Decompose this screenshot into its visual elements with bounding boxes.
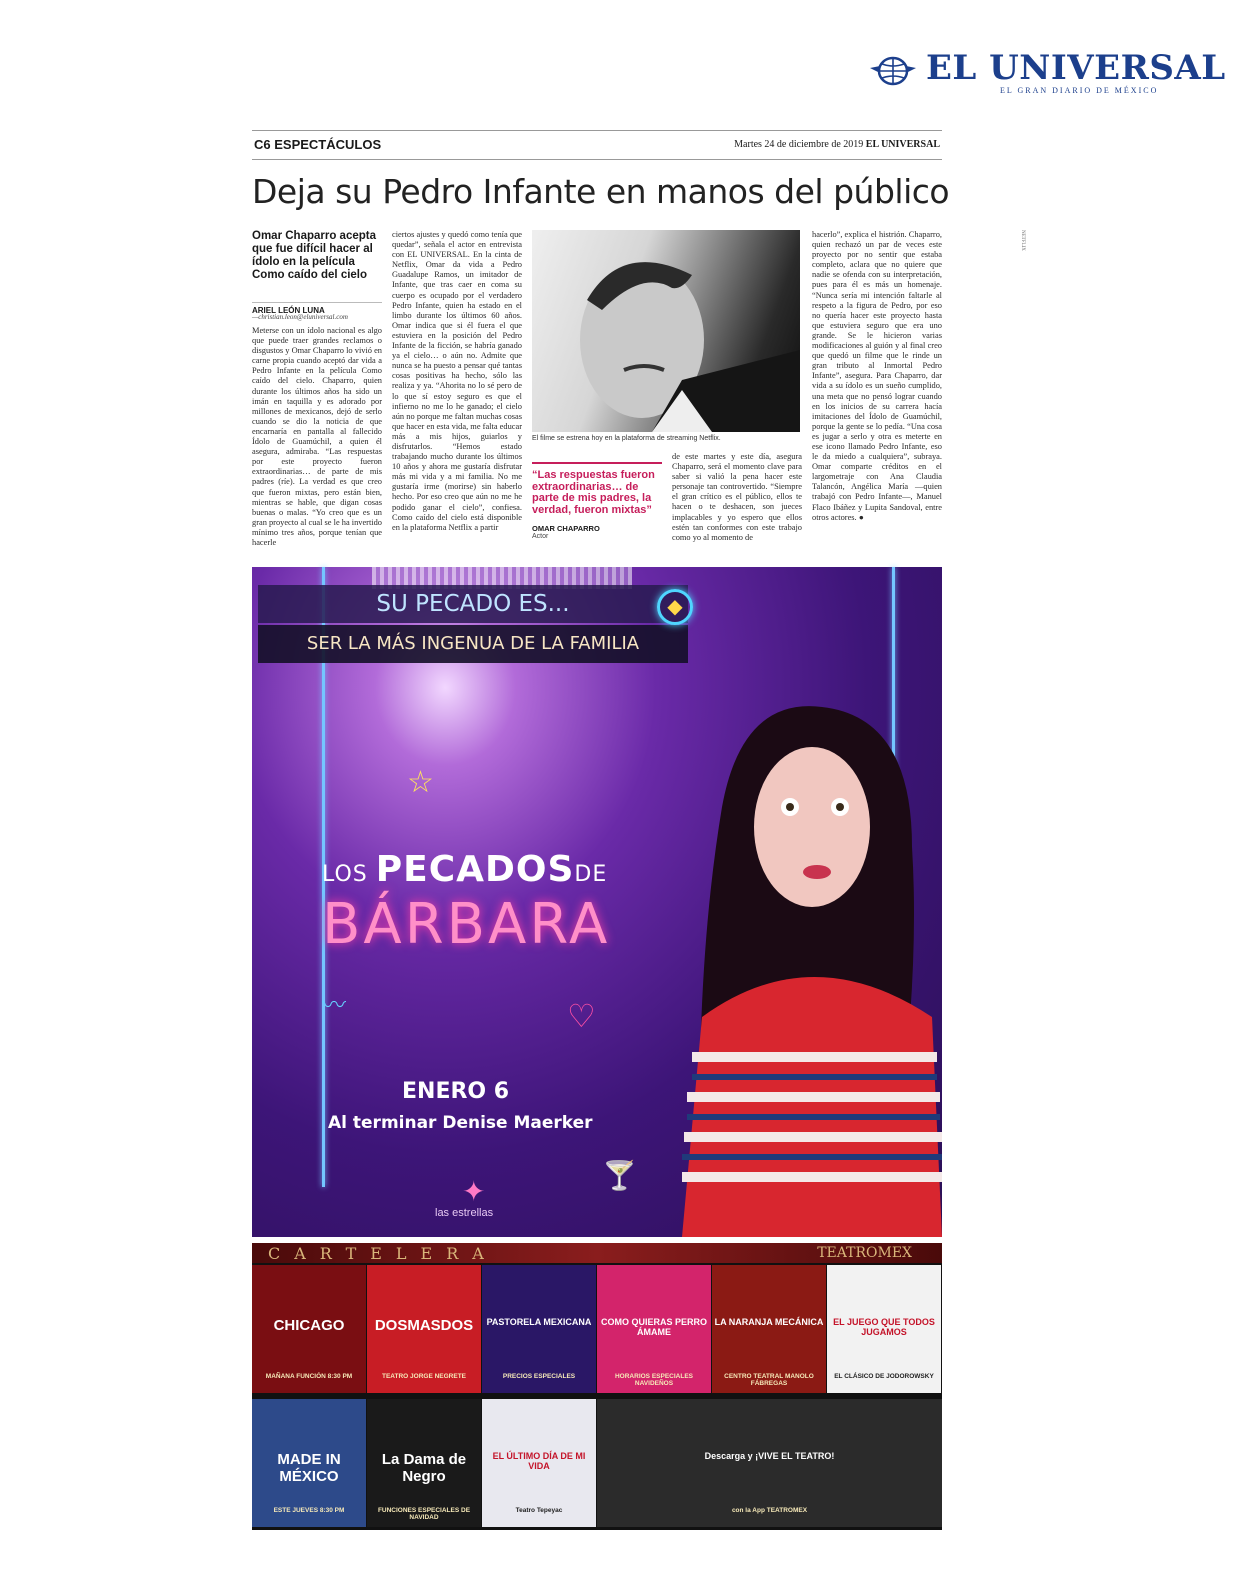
article-column-4: hacerlo”, explica el histrión. Chaparro, quien rechazó un par de veces este proyecto por no sentir que estaba completo, aclara que no quiere que nadie se ofenda con su interpretación, pues para él es más un homenaje. “Nunca sería mi intención faltarle al respeto a la figura de Pedro, por eso no quería hacer este proyecto hasta que estuviera seguro que era uno grande. Se le hicieron varias modificaciones al guión y al final creo que quedó un filme que le rinde un gran tributo al Inmortal Pedro Infante”, asegura. Para Chaparro, dar vida a su ídolo es un sueño cumplido, una meta que no pensó lograr cuando en los inicios de su carrera hacía imitaciones del Ídolo de Guamúchil, porque la gente se lo pedía. “Una cosa es jugar a serlo y otra es meterte en ese icono llamado Pedro Infante, eso le da miedo a cualquiera”, subraya. Omar comparte créditos en el largometraje con Ana Claudia Talancón, Angélica María —quien trabajó con Pedro Infante—, Manuel Flaco Ibáñez y Lupita Sandoval, entre otros actores. ● — [812, 230, 942, 522]
poster-title: La Dama de Negro — [381, 1451, 467, 1485]
poster-title: CHICAGO — [273, 1317, 345, 1334]
article-column-3: de este martes y este día, asegura Chaparro, será el momento clave para saber si valió la pena hacer este personaje tan controvertido. “Siempre el gran crítico es el público, ellos te hacen o te deshacen, son jueces implacables y yo espero que ellos estén tan conformes con este trabajo como yo al momento de — [672, 452, 802, 542]
banner-line-1: SU PECADO ES... — [258, 585, 688, 623]
theater-poster — [827, 1265, 941, 1393]
poster-title: DOSMASDOS — [374, 1317, 474, 1334]
article-headline: Deja su Pedro Infante en manos del público — [252, 172, 950, 211]
photo-caption: El filme se estrena hoy en la plataforma de streaming Netflix. — [532, 435, 721, 442]
poster-subtitle: CENTRO TEATRAL MANOLO FÁBREGAS — [724, 1373, 814, 1387]
banner-line-2: SER LA MÁS INGENUA DE LA FAMILIA — [258, 625, 688, 663]
globe-logo-icon — [870, 54, 916, 88]
network-logo: las estrellas — [435, 1207, 494, 1219]
ad-banner — [258, 585, 688, 663]
poster-title: Descarga y ¡VIVE EL TEATRO! — [704, 1451, 835, 1461]
pull-quote-text: “Las respuestas fueron extraordinarias… de parte de mis padres, la verdad, fueron mixtas” — [532, 469, 655, 516]
listings-title: CARTELERA — [268, 1244, 498, 1263]
poster-subtitle: PRECIOS ESPECIALES — [502, 1373, 576, 1380]
theater-poster — [482, 1399, 596, 1527]
masthead — [870, 48, 1230, 98]
poster-title: LA NARANJA MECÁNICA — [714, 1317, 824, 1327]
section-label: C6 ESPECTÁCULOS — [254, 137, 382, 152]
poster-title: EL JUEGO QUE TODOS JUGAMOS — [833, 1317, 935, 1337]
poster-subtitle: con la App TEATROMEX — [731, 1507, 808, 1514]
folio-date: Martes 24 de diciembre de 2019 EL UNIVERSAL — [734, 139, 940, 150]
theater-poster — [252, 1399, 366, 1527]
listings-header — [252, 1243, 942, 1263]
poster-title: COMO QUIERAS PERRO ÁMAME — [600, 1317, 707, 1337]
sparkle-icon: ✦ — [462, 1177, 486, 1208]
photo-credit: NETFLIX — [1020, 230, 1026, 251]
diamond-icon: ◆ — [657, 589, 693, 625]
poster-subtitle: TEATRO JORGE NEGRETE — [381, 1373, 467, 1380]
tv-advertisement — [252, 567, 942, 1237]
cocktail-icon: 🍸 — [602, 1161, 637, 1192]
timeslot-text: Al terminar Denise Maerker — [328, 1113, 593, 1133]
heart-icon: ♡ — [567, 998, 596, 1034]
poster-subtitle: FUNCIONES ESPECIALES DE NAVIDAD — [377, 1507, 471, 1521]
poster-title: EL ÚLTIMO DÍA DE MI VIDA — [492, 1451, 586, 1471]
mustache-icon: 〰 — [322, 993, 346, 1019]
premiere-date: ENERO 6 — [402, 1079, 510, 1104]
pedro-infante-portrait-icon — [532, 230, 800, 432]
masthead-tagline: EL GRAN DIARIO DE MÉXICO — [1000, 86, 1159, 95]
article-column-1: Meterse con un ídolo nacional es algo que puede traer grandes reclamos o disgustos y Omar Chaparro lo vivió en carne propia cuando aceptó dar vida a Pedro Infante en la película Como caído del cielo. Chaparro, quien durante los últimos años ha sido un imán en taquilla y es adorado por millones de mexicanos, dejó de serlo cuando se dio la noticia de que encarnaría en pantalla al fallecido Ídolo de Guamúchil, a quien él asegura, admiraba. “Las respuestas por este proyecto fueron extraordinarias… de parte de mis padres (ríe). La verdad es que creo que fueron mixtas, pero están bien, mientras se hable, que digan cosas buenas o malas. “Yo creo que es un gran proyecto al cual se le ha invertido mínimo tres años, porque tenían que hacerle — [252, 326, 382, 547]
newspaper-page — [252, 130, 1026, 1530]
theater-poster — [712, 1265, 826, 1393]
star-icon: ☆ — [407, 766, 434, 799]
poster-subtitle: HORARIOS ESPECIALES NAVIDEÑOS — [614, 1373, 693, 1387]
theater-poster — [252, 1265, 366, 1393]
listings-brand: TEATROMEX — [817, 1245, 912, 1261]
author-email: —christian.leon@eluniversal.com — [252, 313, 348, 321]
theater-poster — [597, 1399, 942, 1527]
poster-subtitle: MAÑANA FUNCIÓN 8:30 PM — [265, 1373, 353, 1380]
poster-subtitle: EL CLÁSICO DE JODOROWSKY — [834, 1373, 934, 1380]
pull-quote-role: Actor — [532, 533, 549, 540]
show-title-top: LOS PECADOSDE — [322, 849, 608, 890]
folio-bar — [252, 130, 942, 160]
theater-listings — [252, 1243, 942, 1530]
theater-poster — [367, 1265, 481, 1393]
pull-quote — [532, 462, 662, 540]
article-column-2: ciertos ajustes y quedó como tenía que quedar”, señala el actor en entrevista con EL UNIVERSAL. En la cinta de Netflix, Omar da vida a Pedro Guadalupe Ramos, un imitador de Infante, que tras caer en coma su cuerpo es ocupado por el verdadero Pedro Infante, quien ha estado en el limbo durante los últimos 60 años. Omar indica que si él fuera el que estuviera en la posición del Pedro Infante de la ficción, se habría ganado ya el cielo… o aún no. Admite que nunca se ha puesto a pensar qué tantas cosas positivas ha hecho, sólo las realiza y ya. “Ahorita no lo sé pero de lo que sí estoy seguro es que el infierno no me lo he ganado; el cielo aún no porque me faltan muchas cosas que hacer en esta vida, me falta educar más a mis hijos, guiarlos y disfrutarlos. “Hemos estado trabajando mucho durante los últimos 10 años y ahora me gustaría disfrutar más mi vida y a mi familia. No me gustaría irme (morirse) sin haberlo hecho. Por eso creo que aún no me he podido ganar el cielo”, confiesa. Como caído del cielo está disponible en la plataforma Netflix a partir — [392, 230, 522, 532]
article-byline: ARIEL LEÓN LUNA — [252, 302, 382, 315]
poster-subtitle: Teatro Tepeyac — [515, 1507, 563, 1514]
masthead-title: EL UNIVERSAL — [926, 48, 1226, 88]
actress-illustration — [682, 687, 942, 1237]
poster-subtitle: ESTE JUEVES 8:30 PM — [273, 1507, 345, 1514]
article-deck: Omar Chaparro acepta que fue difícil hacer al ídolo en la película Como caído del cielo — [252, 230, 376, 281]
theater-poster — [367, 1399, 481, 1527]
theater-poster — [597, 1265, 711, 1393]
theater-poster — [482, 1265, 596, 1393]
show-title-name: BÁRBARA — [322, 892, 611, 957]
pull-quote-name: OMAR CHAPARRO — [532, 524, 600, 533]
poster-title: MADE IN MÉXICO — [277, 1451, 341, 1485]
poster-title: PASTORELA MEXICANA — [486, 1317, 592, 1327]
